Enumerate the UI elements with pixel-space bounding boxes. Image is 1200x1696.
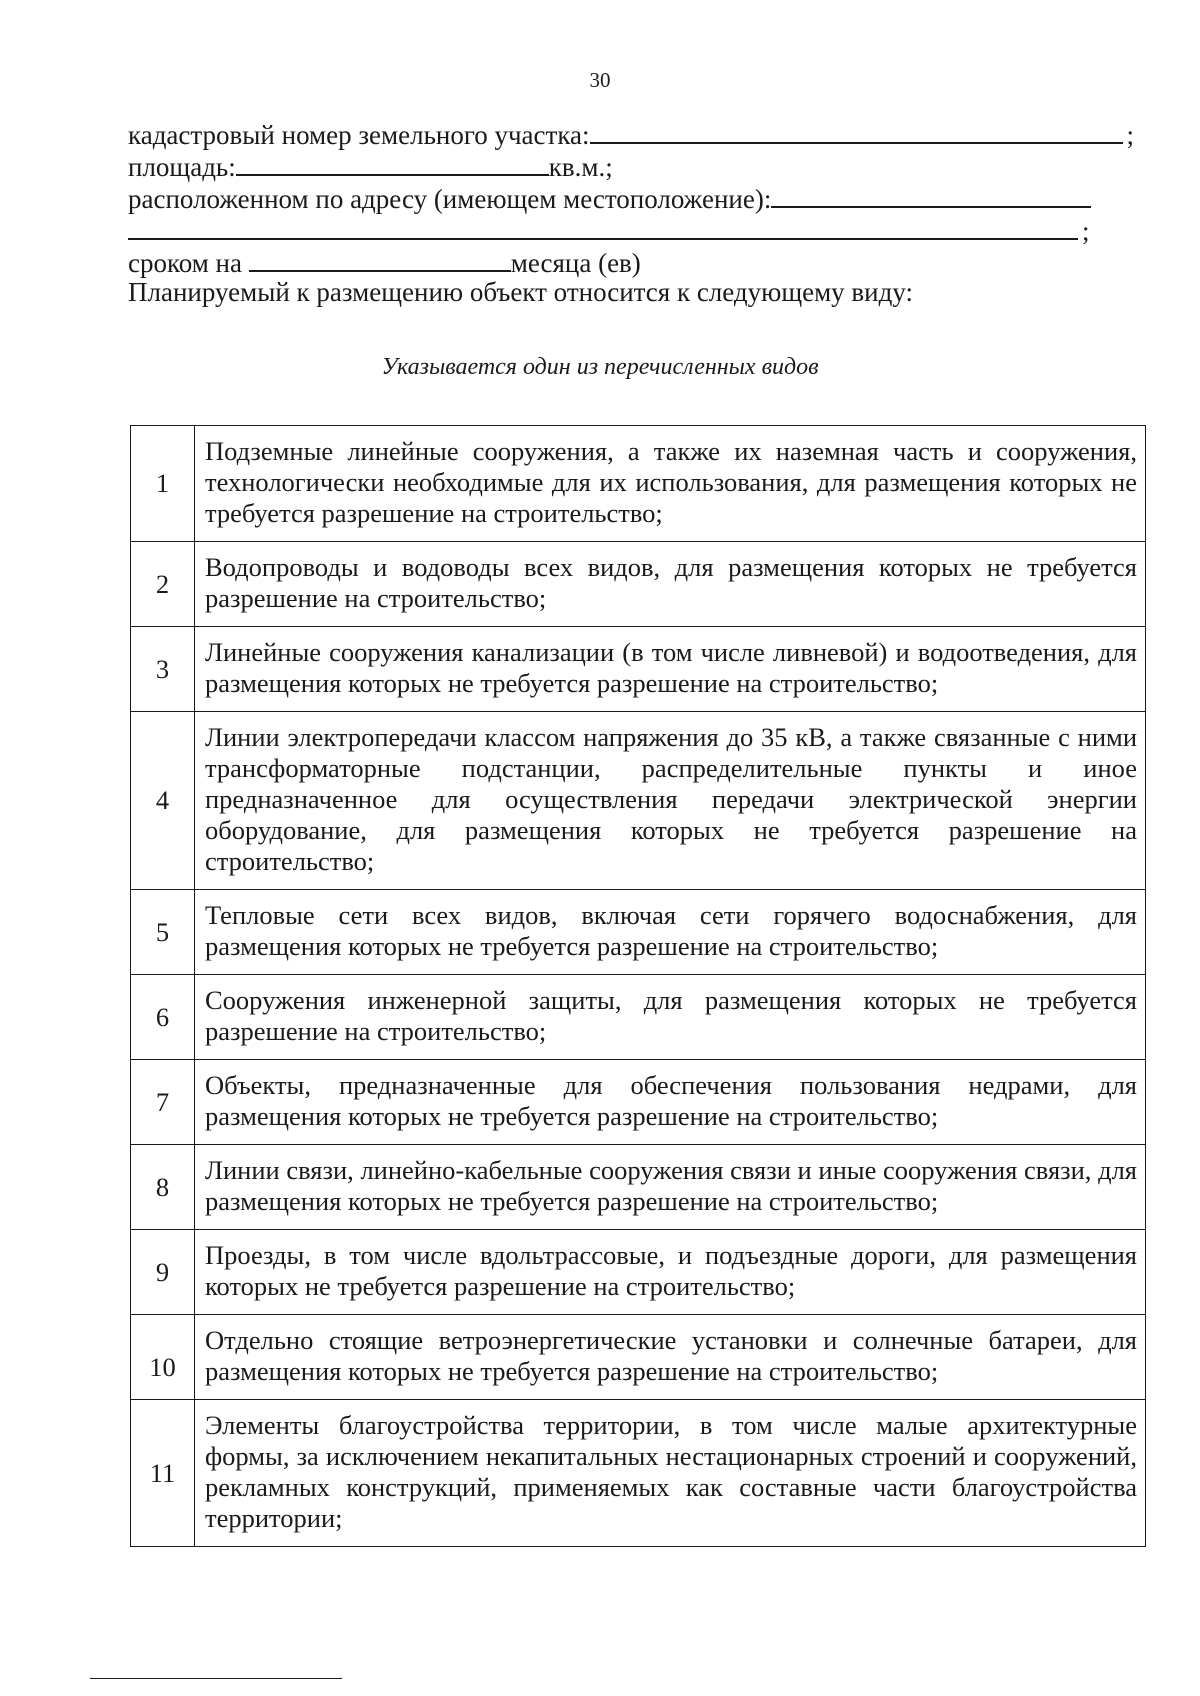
cadastral-number-field (128, 116, 1134, 151)
table-row (131, 890, 1146, 975)
row-number: 2 (131, 542, 195, 627)
row-number: 5 (131, 890, 195, 975)
area-blank[interactable] (236, 148, 549, 176)
row-text: Объекты, предназначенные для обеспечения пользования недрами, для размещения которых не требуется разрешение на строительство; (195, 1060, 1146, 1145)
table-row (131, 627, 1146, 712)
table-row (131, 1400, 1146, 1547)
table-row (131, 1060, 1146, 1145)
address-blank-2[interactable] (128, 212, 1078, 240)
term-field (128, 244, 641, 279)
planned-statement: Планируемый к размещению объект относится к следующему виду: (128, 277, 914, 307)
address-continuation (128, 212, 1090, 247)
cadastral-number-label: кадастровый номер земельного участка: (128, 120, 590, 150)
row-number: 7 (131, 1060, 195, 1145)
term-unit: месяца (ев) (510, 248, 641, 278)
address-field (128, 180, 1091, 215)
row-text: Проезды, в том числе вдольтрассовые, и подъездные дороги, для размещения которых не требуется разрешение на строительство; (195, 1230, 1146, 1315)
row-text: Линейные сооружения канализации (в том числе ливневой) и водоотведения, для размещения которых не требуется разрешение на строительство; (195, 627, 1146, 712)
row-text: Тепловые сети всех видов, включая сети горячего водоснабжения, для размещения которых не требуется разрешение на строительство; (195, 890, 1146, 975)
row-text: Подземные линейные сооружения, а также их наземная часть и сооружения, технологически необходимые для их использования, для размещения которых не требуется разрешение на строительство; (195, 426, 1146, 542)
table-row (131, 975, 1146, 1060)
row-text: Водопроводы и водоводы всех видов, для размещения которых не требуется разрешение на строительство; (195, 542, 1146, 627)
table-row (131, 542, 1146, 627)
area-field (128, 148, 613, 183)
row-text: Линии связи, линейно-кабельные сооружения связи и иные сооружения связи, для размещения которых не требуется разрешение на строительство; (195, 1145, 1146, 1230)
table-row (131, 1145, 1146, 1230)
table-row (131, 712, 1146, 890)
row-text: Элементы благоустройства территории, в том числе малые архитектурные формы, за исключением некапитальных нестационарных строений и сооружений, рекламных конструкций, применяемых как составные части благоустройства территории; (195, 1400, 1146, 1547)
row-number: 6 (131, 975, 195, 1060)
table-row (131, 1230, 1146, 1315)
row-number: 10 (131, 1315, 195, 1400)
row-number: 4 (131, 712, 195, 890)
cadastral-number-blank[interactable] (590, 116, 1123, 144)
row-text: Отдельно стоящие ветроэнергетические установки и солнечные батареи, для размещения которых не требуется разрешение на строительство; (195, 1315, 1146, 1400)
row-text: Линии электропередачи классом напряжения до 35 кВ, а также связанные с ними трансформаторные подстанции, распределительные пункты и иное предназначенное для осуществления передачи электрической энергии оборудование, для размещения которых не требуется разрешение на строительство; (195, 712, 1146, 890)
note-instruction: Указывается один из перечисленных видов (381, 354, 819, 380)
row-number: 9 (131, 1230, 195, 1315)
term-label: сроком на (128, 248, 242, 278)
row-number: 3 (131, 627, 195, 712)
row-number: 11 (131, 1400, 195, 1547)
table-row (131, 426, 1146, 542)
address-label: расположенном по адресу (имеющем местоположение): (128, 184, 772, 214)
cadastral-number-end: ; (1126, 120, 1135, 150)
row-number: 1 (131, 426, 195, 542)
area-unit: кв.м.; (548, 152, 613, 182)
row-text: Сооружения инженерной защиты, для размещения которых не требуется разрешение на строительство; (195, 975, 1146, 1060)
row-number: 8 (131, 1145, 195, 1230)
term-blank[interactable] (249, 244, 511, 272)
footnote-divider (90, 1678, 342, 1679)
object-types-table (130, 425, 1146, 1547)
table-row (131, 1315, 1146, 1400)
address-blank-1[interactable] (771, 180, 1091, 208)
address-end: ; (1082, 216, 1090, 246)
area-label: площадь: (128, 152, 236, 182)
page-number: 30 (589, 68, 611, 92)
